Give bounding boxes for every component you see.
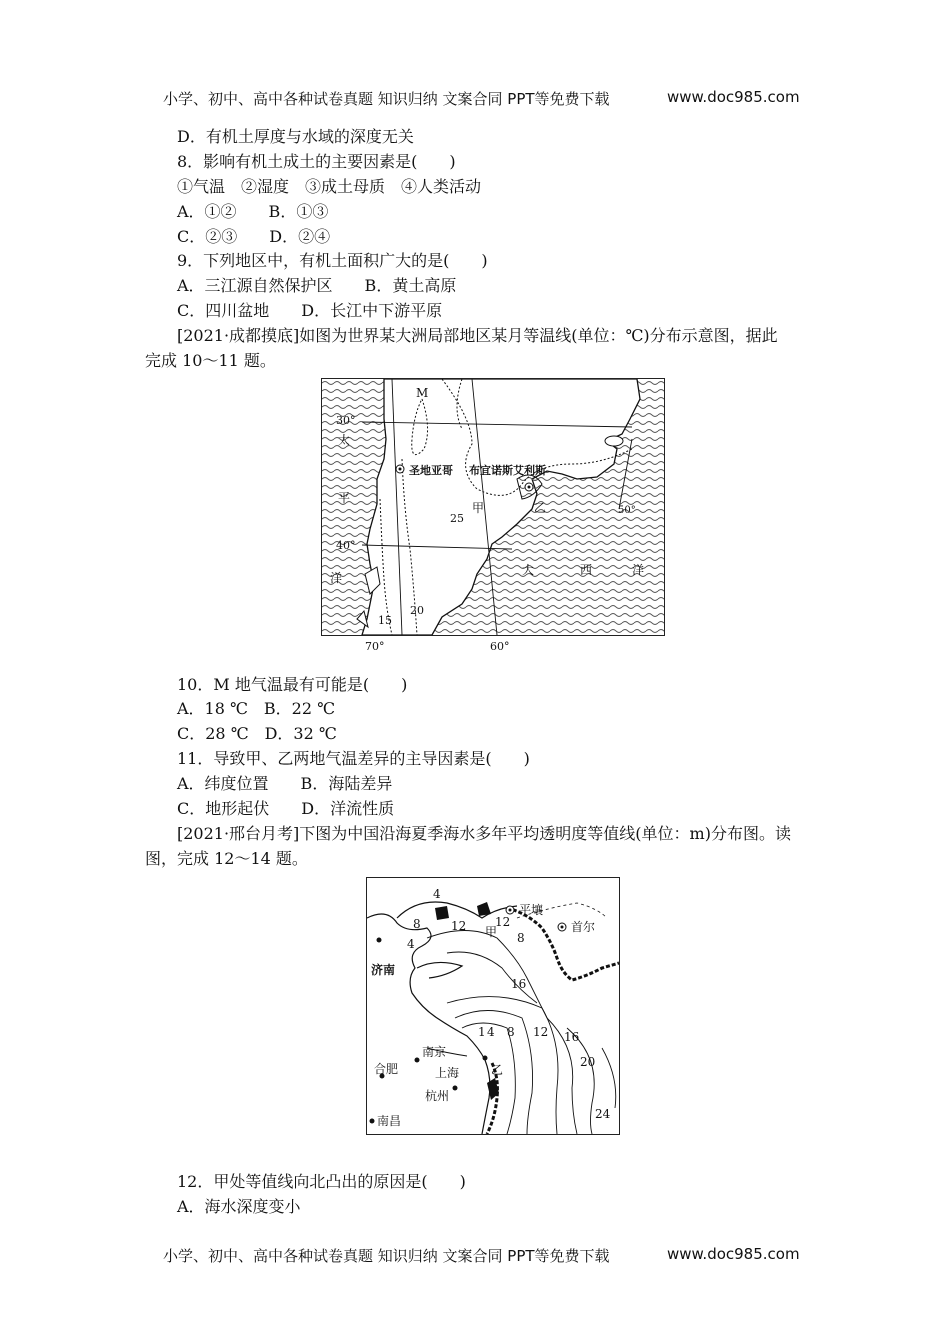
question-8-factors: ①气温 ②湿度 ③成土母质 ④人类活动 [177,177,482,196]
question-9-options-ab: A．三江源自然保护区 B．黄土高原 [177,276,457,295]
value-4c: 4 [487,1025,495,1039]
lat-30-label: 30° [336,414,356,427]
question-9: 9．下列地区中，有机土面积广大的是( ) [177,251,488,270]
value-8a: 8 [413,917,421,931]
value-4b: 4 [407,937,415,951]
yi-label: 乙 [534,501,547,515]
shanghai-marker [483,1056,488,1061]
question-8: 8．影响有机土成土的主要因素是( ) [177,152,456,171]
jia-label-2: 甲 [485,925,498,939]
value-8c: 8 [507,1025,515,1039]
question-10-options-cd: C．28 ℃ D．32 ℃ [177,724,337,743]
value-8b: 8 [517,931,525,945]
footer-title: 小学、初中、高中各种试卷真题 知识归纳 文案合同 PPT等免费下载 [163,1247,610,1265]
value-24: 24 [595,1107,611,1121]
isotherm-map [321,378,665,636]
value-12a: 12 [451,919,467,933]
option-d-line: D．有机土厚度与水域的深度无关 [177,127,414,146]
pacific-char-1: 太 [338,433,351,447]
question-11-options-ab: A．纬度位置 B．海陆差异 [177,774,393,793]
m-label: M [416,386,429,400]
iso-25-label: 25 [450,512,464,525]
question-11: 11．导致甲、乙两地气温差异的主导因素是( ) [177,749,530,768]
header-title: 小学、初中、高中各种试卷真题 知识归纳 文案合同 PPT等免费下载 [163,90,610,108]
value-16a: 16 [511,977,527,991]
seoul-label: 首尔 [571,920,596,934]
question-9-options-cd: C．四川盆地 D．长江中下游平原 [177,301,443,320]
shanghai-label: 上海 [435,1066,460,1080]
intro-12-14-cont: 图，完成 12～14 题。 [145,849,308,868]
question-10: 10．M 地气温最有可能是( ) [177,675,408,694]
question-10-options-ab: A．18 ℃ B．22 ℃ [177,699,336,718]
atlantic-char-2: 西 [580,563,593,577]
transparency-map [366,877,620,1135]
yi-label-2: 乙 [491,1063,504,1077]
lon-50-label: 50° [618,505,636,516]
jinan-label: 济南 [371,963,396,977]
lat-40-label: 40° [336,539,356,552]
question-11-options-cd: C．地形起伏 D．洋流性质 [177,799,395,818]
hefei-label: 合肥 [374,1062,399,1076]
value-1: 1 [478,1025,486,1039]
question-8-options-ab: A．①② B．①③ [177,202,329,221]
value-20: 20 [580,1055,596,1069]
footer-url[interactable]: www.doc985.com [667,1245,800,1263]
isoline-24 [602,1048,616,1108]
pacific-char-3: 洋 [330,571,343,585]
nanjing-marker [415,1058,420,1063]
value-12b: 12 [495,915,511,929]
lon-60-label: 60° [490,640,510,653]
pacific-char-2: 平 [338,491,351,505]
hangzhou-marker [453,1086,458,1091]
iso-15-label: 15 [378,614,392,627]
lon-70-label: 70° [365,640,385,653]
intro-10-11: [2021·成都摸底]如图为世界某大洲局部地区某月等温线(单位：℃)分布示意图，据此 [177,326,778,345]
pyongyang-label: 平壤 [519,903,544,917]
nanchang-label: 南昌 [377,1114,402,1128]
jia-label: 甲 [472,501,485,515]
nanjing-label: 南京 [422,1045,447,1059]
value-12c: 12 [533,1025,549,1039]
jinan-marker [377,938,382,943]
buenos-aires-label: 布宜诺斯艾利斯 [469,464,546,477]
iso-20-label: 20 [410,604,424,617]
question-12-option-a: A．海水深度变小 [177,1197,301,1216]
intro-12-14: [2021·邢台月考]下图为中国沿海夏季海水多年平均透明度等值线(单位：m)分布图。读 [177,824,791,843]
hangzhou-label: 杭州 [425,1089,450,1103]
intro-10-11-cont: 完成 10～11 题。 [145,351,276,370]
santiago-label: 圣地亚哥 [409,464,453,477]
question-12: 12．甲处等值线向北凸出的原因是( ) [177,1172,466,1191]
atlantic-char-1: 大 [522,563,535,577]
header-url[interactable]: www.doc985.com [667,88,800,106]
question-8-options-cd: C．②③ D．②④ [177,227,331,246]
value-4a: 4 [433,887,441,901]
nanchang-marker [370,1119,375,1124]
value-16b: 16 [564,1030,580,1044]
atlantic-char-3: 洋 [632,563,645,577]
